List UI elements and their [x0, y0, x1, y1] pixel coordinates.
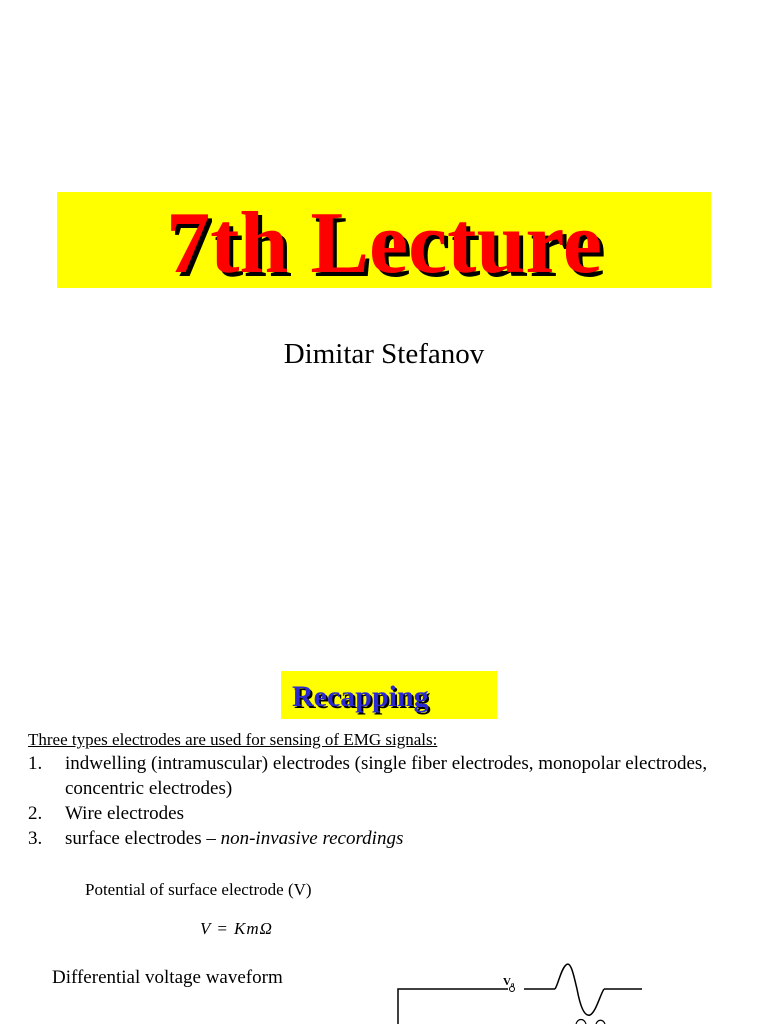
author-name: Dimitar Stefanov — [283, 338, 485, 370]
waveform-marker: V₀ — [503, 976, 515, 988]
potential-label: Potential of surface electrode (V) — [85, 880, 312, 899]
electrode-list — [28, 751, 748, 851]
list-item-number: 1. — [28, 753, 43, 774]
list-item-text: Wire electrodes — [65, 803, 184, 824]
list-item — [28, 826, 748, 851]
recap-heading: Recapping — [292, 680, 429, 713]
list-item — [28, 801, 748, 826]
small-arc — [596, 1020, 605, 1024]
electrode-intro: Three types electrodes are used for sensing of EMG signals: — [28, 730, 438, 749]
list-item-text: surface electrodes – — [65, 828, 221, 849]
small-arc — [576, 1020, 586, 1024]
waveform-diagram — [390, 955, 768, 1024]
list-item — [28, 751, 748, 801]
electrode-lead-line — [398, 989, 508, 1024]
list-item-text: indwelling (intramuscular) electrodes (single fiber electrodes, monopolar electrodes, concentric electrodes) — [65, 753, 708, 799]
list-item-emphasis: non-invasive recordings — [220, 828, 404, 849]
list-item-number: 2. — [28, 803, 43, 824]
list-item-number: 3. — [28, 828, 43, 849]
potential-formula: V = KmΩ — [200, 919, 273, 938]
waveform-curve — [555, 964, 604, 1015]
slide-title: 7th Lecture — [166, 195, 602, 292]
waveform-label: Differential voltage waveform — [52, 967, 283, 988]
